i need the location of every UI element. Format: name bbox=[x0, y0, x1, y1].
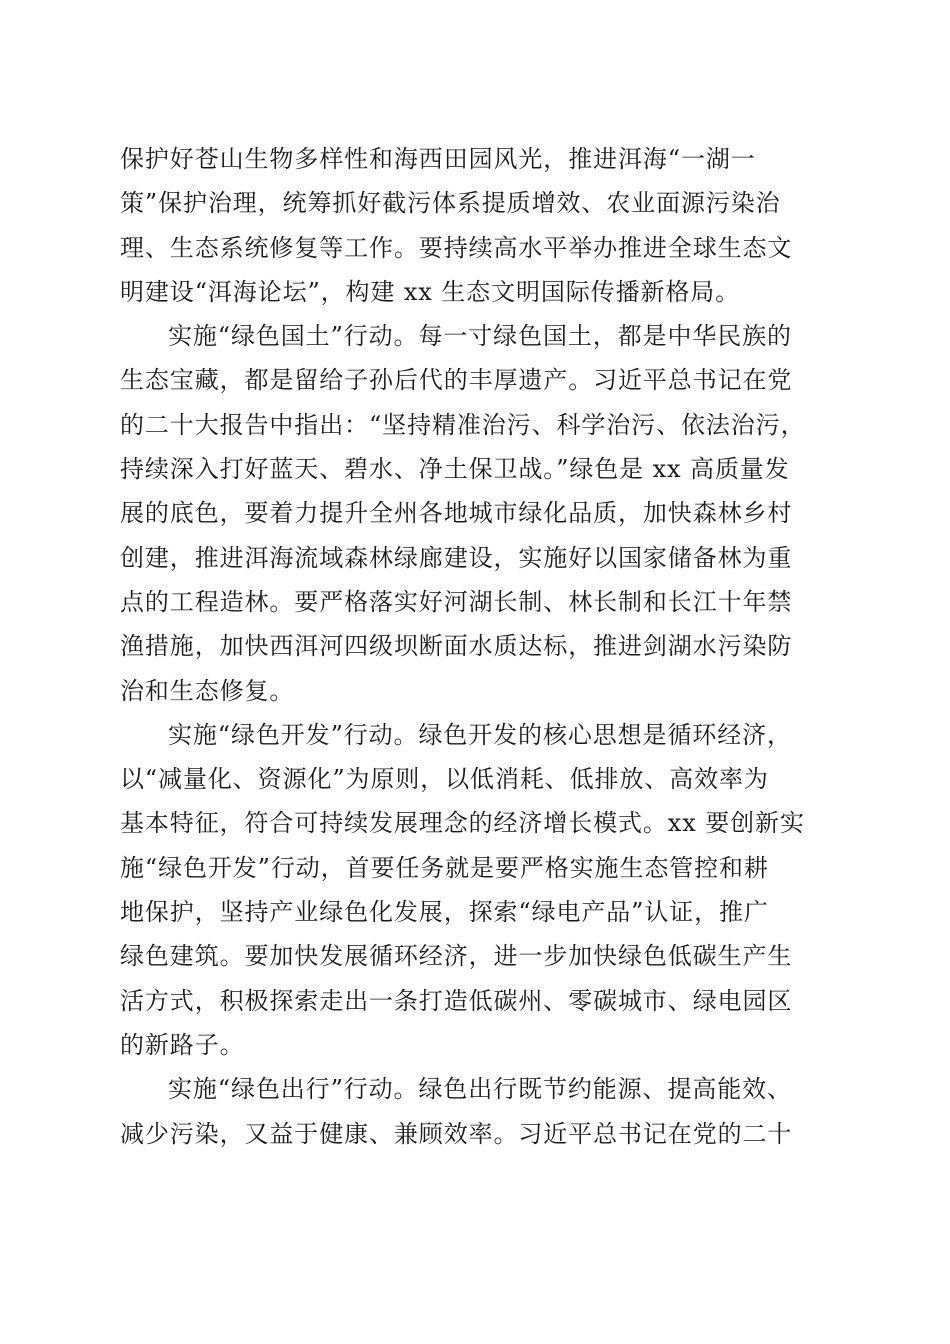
text-line: 生态宝藏，都是留给子孙后代的丰厚遗产。习近平总书记在党 bbox=[120, 366, 793, 395]
paragraph-4 bbox=[120, 1067, 830, 1156]
text-line: 的新路子。 bbox=[120, 1030, 245, 1059]
text-line: 明建设“洱海论坛”，构建 xx 生态文明国际传播新格局。 bbox=[120, 277, 741, 306]
text-line: 实施“绿色出行”行动。绿色出行既节约能源、提高能效、 bbox=[168, 1075, 792, 1104]
text-line: 点的工程造林。要严格落实好河湖长制、林长制和长江十年禁 bbox=[120, 587, 793, 616]
text-line: 展的底色，要着力提升全州各地城市绿化品质，加快森林乡村 bbox=[120, 499, 793, 528]
text-line: 持续深入打好蓝天、碧水、净土保卫战。”绿色是 xx 高质量发 bbox=[120, 455, 790, 484]
text-line: 渔措施，加快西洱河四级坝断面水质达标，推进剑湖水污染防 bbox=[120, 632, 793, 661]
text-line: 创建，推进洱海流域森林绿廊建设，实施好以国家储备林为重 bbox=[120, 543, 793, 572]
text-line: 治和生态修复。 bbox=[120, 676, 295, 705]
text-line: 减少污染，又益于健康、兼顾效率。习近平总书记在党的二十 bbox=[120, 1119, 793, 1148]
text-line: 地保护，坚持产业绿色化发展，探索“绿电产品”认证，推广 bbox=[120, 898, 769, 927]
text-line: 活方式，积极探索走出一条打造低碳州、零碳城市、绿电园区 bbox=[120, 986, 793, 1015]
paragraph-3 bbox=[120, 713, 830, 1067]
text-line: 施“绿色开发”行动，首要任务就是要严格实施生态管控和耕 bbox=[120, 853, 769, 882]
text-line: 实施“绿色国土”行动。每一寸绿色国土，都是中华民族的 bbox=[168, 322, 792, 351]
text-line: 保护好苍山生物多样性和海西田园风光，推进洱海“一湖一 bbox=[120, 145, 756, 173]
text-line: 实施“绿色开发”行动。绿色开发的核心思想是循环经济， bbox=[168, 720, 792, 749]
text-line: 的二十大报告中指出：“坚持精准治污、科学治污、依法治污， bbox=[120, 410, 806, 439]
paragraph-1 bbox=[120, 137, 830, 314]
text-line: 基本特征，符合可持续发展理念的经济增长模式。xx 要创新实 bbox=[120, 809, 805, 838]
text-line: 策”保护治理，统筹抓好截污体系提质增效、农业面源污染治 bbox=[120, 189, 781, 218]
document-body bbox=[120, 137, 830, 1156]
text-line: 以“减量化、资源化”为原则，以低消耗、低排放、高效率为 bbox=[120, 765, 769, 794]
paragraph-2 bbox=[120, 314, 830, 713]
text-line: 理、生态系统修复等工作。要持续高水平举办推进全球生态文 bbox=[120, 233, 793, 262]
text-line: 绿色建筑。要加快发展循环经济，进一步加快绿色低碳生产生 bbox=[120, 942, 793, 971]
